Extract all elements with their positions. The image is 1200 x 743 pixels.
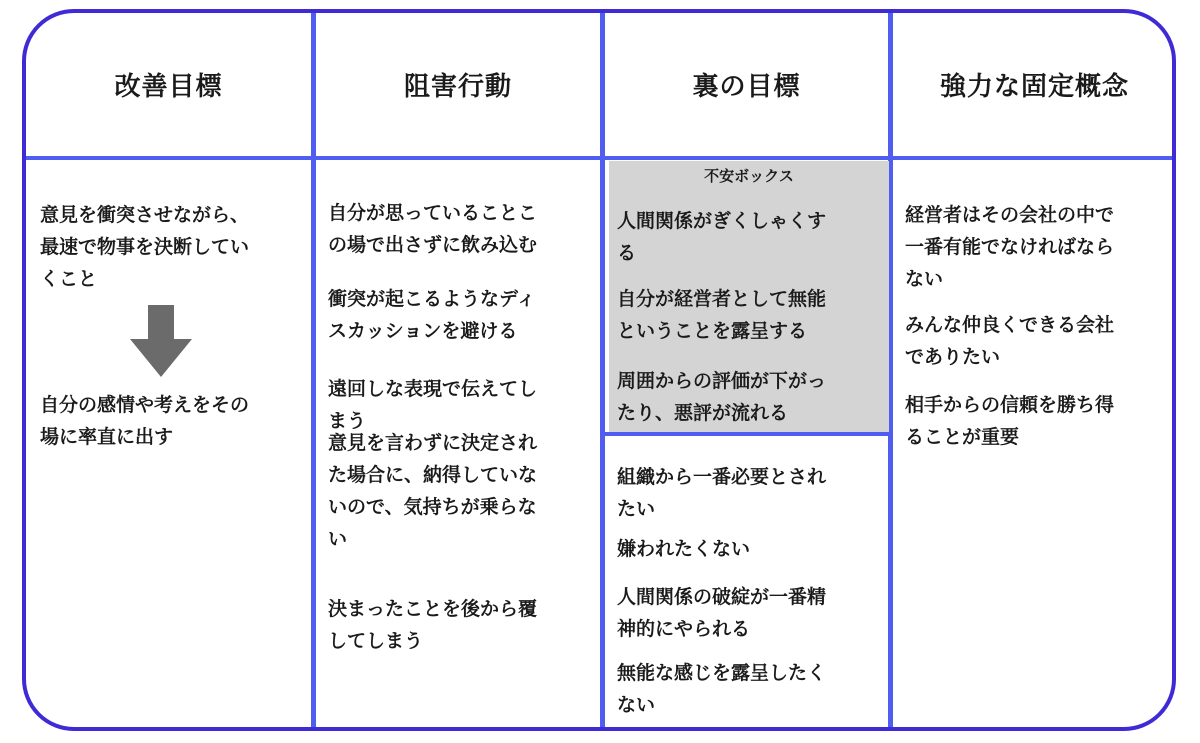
hidden-goal-item [617,657,879,721]
header-fixed-belief: 強力な固定概念 [939,72,1129,102]
text-line: 決まったことを後から覆 [328,598,538,620]
fixed-belief-item [905,199,1167,295]
text-line: 最速で物事を決断してい [40,236,250,258]
behavior-item [328,427,590,555]
anxiety-box-title: 不安ボックス [704,167,794,185]
text-line: 人間関係がぎくしゃくす [617,210,827,232]
header-divider [26,156,1172,160]
anxiety-item [617,365,879,429]
diagram-frame [22,9,1176,731]
behavior-item [328,593,590,657]
text-line: 無能な感じを露呈したく [617,662,827,684]
text-line: い [328,528,348,550]
text-line: くこと [40,268,98,290]
down-arrow-icon [130,305,192,377]
text-line: まう [328,410,367,432]
text-line: 遠回しな表現で伝えてし [328,378,538,400]
hidden-goal-item [617,461,879,525]
behavior-item [328,197,590,261]
improvement-goal-before [40,199,305,295]
text-line: ない [905,268,944,290]
text-line: いので、気持ちが乗らな [328,496,537,518]
text-line: 周囲からの評価が下がっ [617,370,827,392]
header-obstructive-behavior: 阻害行動 [403,72,512,102]
text-line: たり、悪評が流れる [617,402,789,424]
text-line: 自分の感情や考えをその [40,394,250,416]
text-line: 場に率直に出す [40,426,174,448]
text-line: の場で出さずに飲み込む [328,234,538,256]
text-line: ということを露呈する [617,320,808,342]
text-line: 嫌われたくない [617,538,751,560]
text-line: 経営者はその会社の中で [905,204,1115,226]
text-line: た場合に、納得していな [328,464,538,486]
text-line: 自分が経営者として無能 [617,288,827,310]
text-line: る [617,242,637,264]
text-line: みんな仲良くできる会社 [905,314,1115,336]
text-line: 組織から一番必要とされ [617,466,827,488]
text-line: 意見を言わずに決定され [328,432,538,454]
text-line: ることが重要 [905,426,1020,448]
fixed-belief-item [905,309,1167,373]
text-line: 神的にやられる [617,618,751,640]
text-line: 相手からの信頼を勝ち得 [905,394,1115,416]
text-line: 衝突が起こるようなディ [328,288,536,310]
text-line: たい [617,498,656,520]
text-line: ない [617,694,656,716]
hidden-goal-item [617,533,879,565]
text-line: 自分が思っていることこ [328,202,538,224]
text-line: 人間関係の破綻が一番精 [617,586,827,608]
text-line: 一番有能でなければなら [905,236,1115,258]
behavior-item [328,283,590,347]
header-hidden-goal: 裏の目標 [692,72,801,102]
improvement-goal-after [40,389,305,453]
anxiety-item [617,283,879,347]
anxiety-box-divider [605,432,888,436]
text-line: してしまう [328,630,424,652]
text-line: 意見を衝突させながら、 [40,204,250,226]
header-improvement-goal: 改善目標 [114,72,223,102]
text-line: スカッションを避ける [328,320,518,342]
text-line: でありたい [905,346,1001,368]
hidden-goal-item [617,581,879,645]
fixed-belief-item [905,389,1167,453]
anxiety-item [617,205,879,269]
